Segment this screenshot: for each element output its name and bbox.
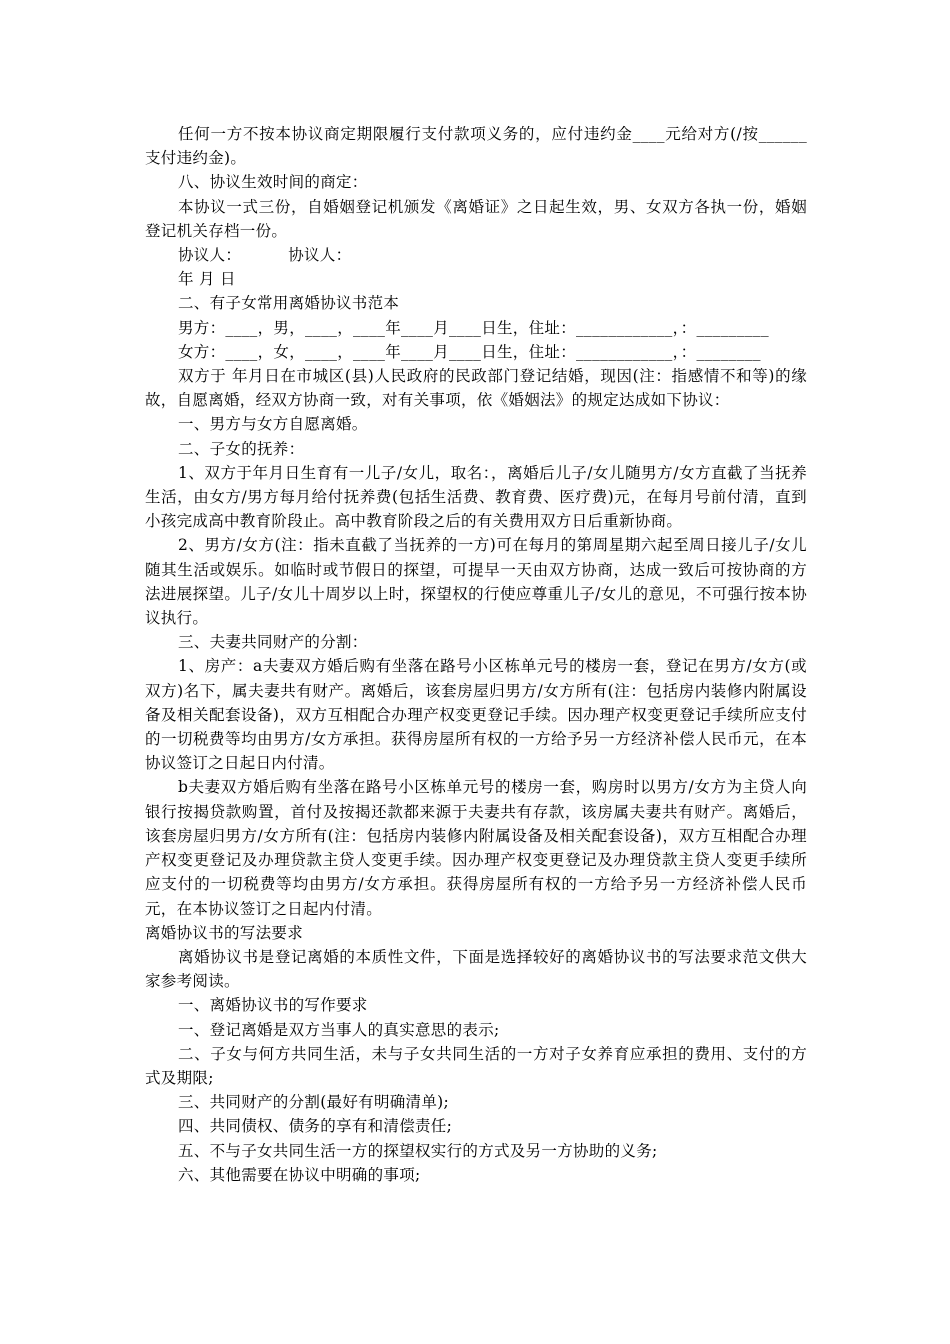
section-title-writing-requirements: 离婚协议书的写法要求	[145, 923, 304, 942]
clause-house-b: b夫妻双方婚后购有坐落在路号小区栋单元号的楼房一套，购房时以男方/女方为主贷人向银行按揭贷款购置，首付及按揭还款都来源于夫妻共有存款，该房属夫妻共有财产。离婚后，该套房屋归男方/女方所有(注：包括房内装修内附属设备及相关配套设备)，双方互相配合办理产权变更登记及办理贷款主贷人变更手续。因办理产权变更登记及办理贷款主贷人变更手续所应支付的一切税费等均由男方/女方承担。获得房屋所有权的一方给予另一方经济补偿人民币元，在本协议签订之日起内付清。	[145, 778, 807, 918]
female-party-line: 女方：____，女，____，____年____月____日生，住址：____________，：________	[178, 342, 761, 361]
paragraph-marriage-registration: 双方于 年月日在市城区(县)人民政府的民政部门登记结婚，现因(注：指感情不和等)的缘故，自愿离婚，经双方协商一致，对有关事项，依《婚姻法》的规定达成如下协议：	[145, 367, 807, 410]
paragraph-penalty-clause: 任何一方不按本协议商定期限履行支付款项义务的，应付违约金____元给对方(/按______支付违约金)。	[145, 125, 807, 168]
male-party-line: 男方：____，男，____，____年____月____日生，住址：____________，：_________	[178, 318, 769, 337]
requirement-item-3: 三、共同财产的分割(最好有明确清单);	[178, 1093, 450, 1112]
paragraph-copies: 本协议一式三份，自婚姻登记机颁发《离婚证》之日起生效，男、女双方各执一份，婚姻登记机关存档一份。	[145, 197, 807, 240]
heading-child-custody: 二、子女的抚养：	[178, 439, 305, 458]
clause-voluntary-divorce: 一、男方与女方自愿离婚。	[178, 415, 368, 434]
section-title-with-children: 二、有子女常用离婚协议书范本	[178, 294, 400, 313]
heading-property-division: 三、夫妻共同财产的分割：	[178, 633, 368, 652]
date-line: 年 月 日	[178, 270, 236, 289]
clause-house-a: 1、房产：a夫妻双方婚后购有坐落在路号小区栋单元号的楼房一套，登记在男方/女方(或双方)名下，属夫妻共有财产。离婚后，该套房屋归男方/女方所有(注：包括房内装修内附属设备及相关配套设备)，双方互相配合办理产权变更登记手续。因办理产权变更登记手续所应支付的一切税费等均由男方/女方承担。获得房屋所有权的一方给予另一方经济补偿人民币元，在本协议签订之日起日内付清。	[145, 657, 807, 773]
requirement-item-6: 六、其他需要在协议中明确的事项;	[178, 1165, 421, 1184]
signature-line: 协议人： 协议人：	[178, 246, 352, 265]
heading-effective-time: 八、协议生效时间的商定：	[178, 173, 368, 192]
document-page	[145, 122, 807, 1187]
requirement-item-5: 五、不与子女共同生活一方的探望权实行的方式及另一方协助的义务;	[178, 1141, 658, 1160]
requirement-item-1: 一、登记离婚是双方当事人的真实意思的表示;	[178, 1020, 500, 1039]
paragraph-writing-intro: 离婚协议书是登记离婚的本质性文件，下面是选择较好的离婚协议书的写法要求范文供大家参考阅读。	[145, 947, 807, 991]
heading-writing-requirements: 一、离婚协议书的写作要求	[178, 996, 368, 1015]
clause-visitation: 2、男方/女方(注：指未直截了当抚养的一方)可在每月的第周星期六起至周日接儿子/女儿随其生活或娱乐。如临时或节假日的探望，可提早一天由双方协商，达成一致后可按协商的方法进展探望。儿子/女儿十周岁以上时，探望权的行使应尊重儿子/女儿的意见，不可强行按本协议执行。	[145, 536, 807, 628]
clause-child-support: 1、双方于年月日生育有一儿子/女儿，取名：，离婚后儿子/女儿随男方/女方直截了当抚养生活，由女方/男方每月给付抚养费(包括生活费、教育费、医疗费)元，在每月号前付清，直到小孩完成高中教育阶段止。高中教育阶段之后的有关费用双方日后重新协商。	[145, 463, 807, 531]
requirement-item-2: 二、子女与何方共同生活，未与子女共同生活的一方对子女养育应承担的费用、支付的方式及期限;	[145, 1044, 807, 1087]
requirement-item-4: 四、共同债权、债务的享有和清偿责任;	[178, 1117, 453, 1136]
